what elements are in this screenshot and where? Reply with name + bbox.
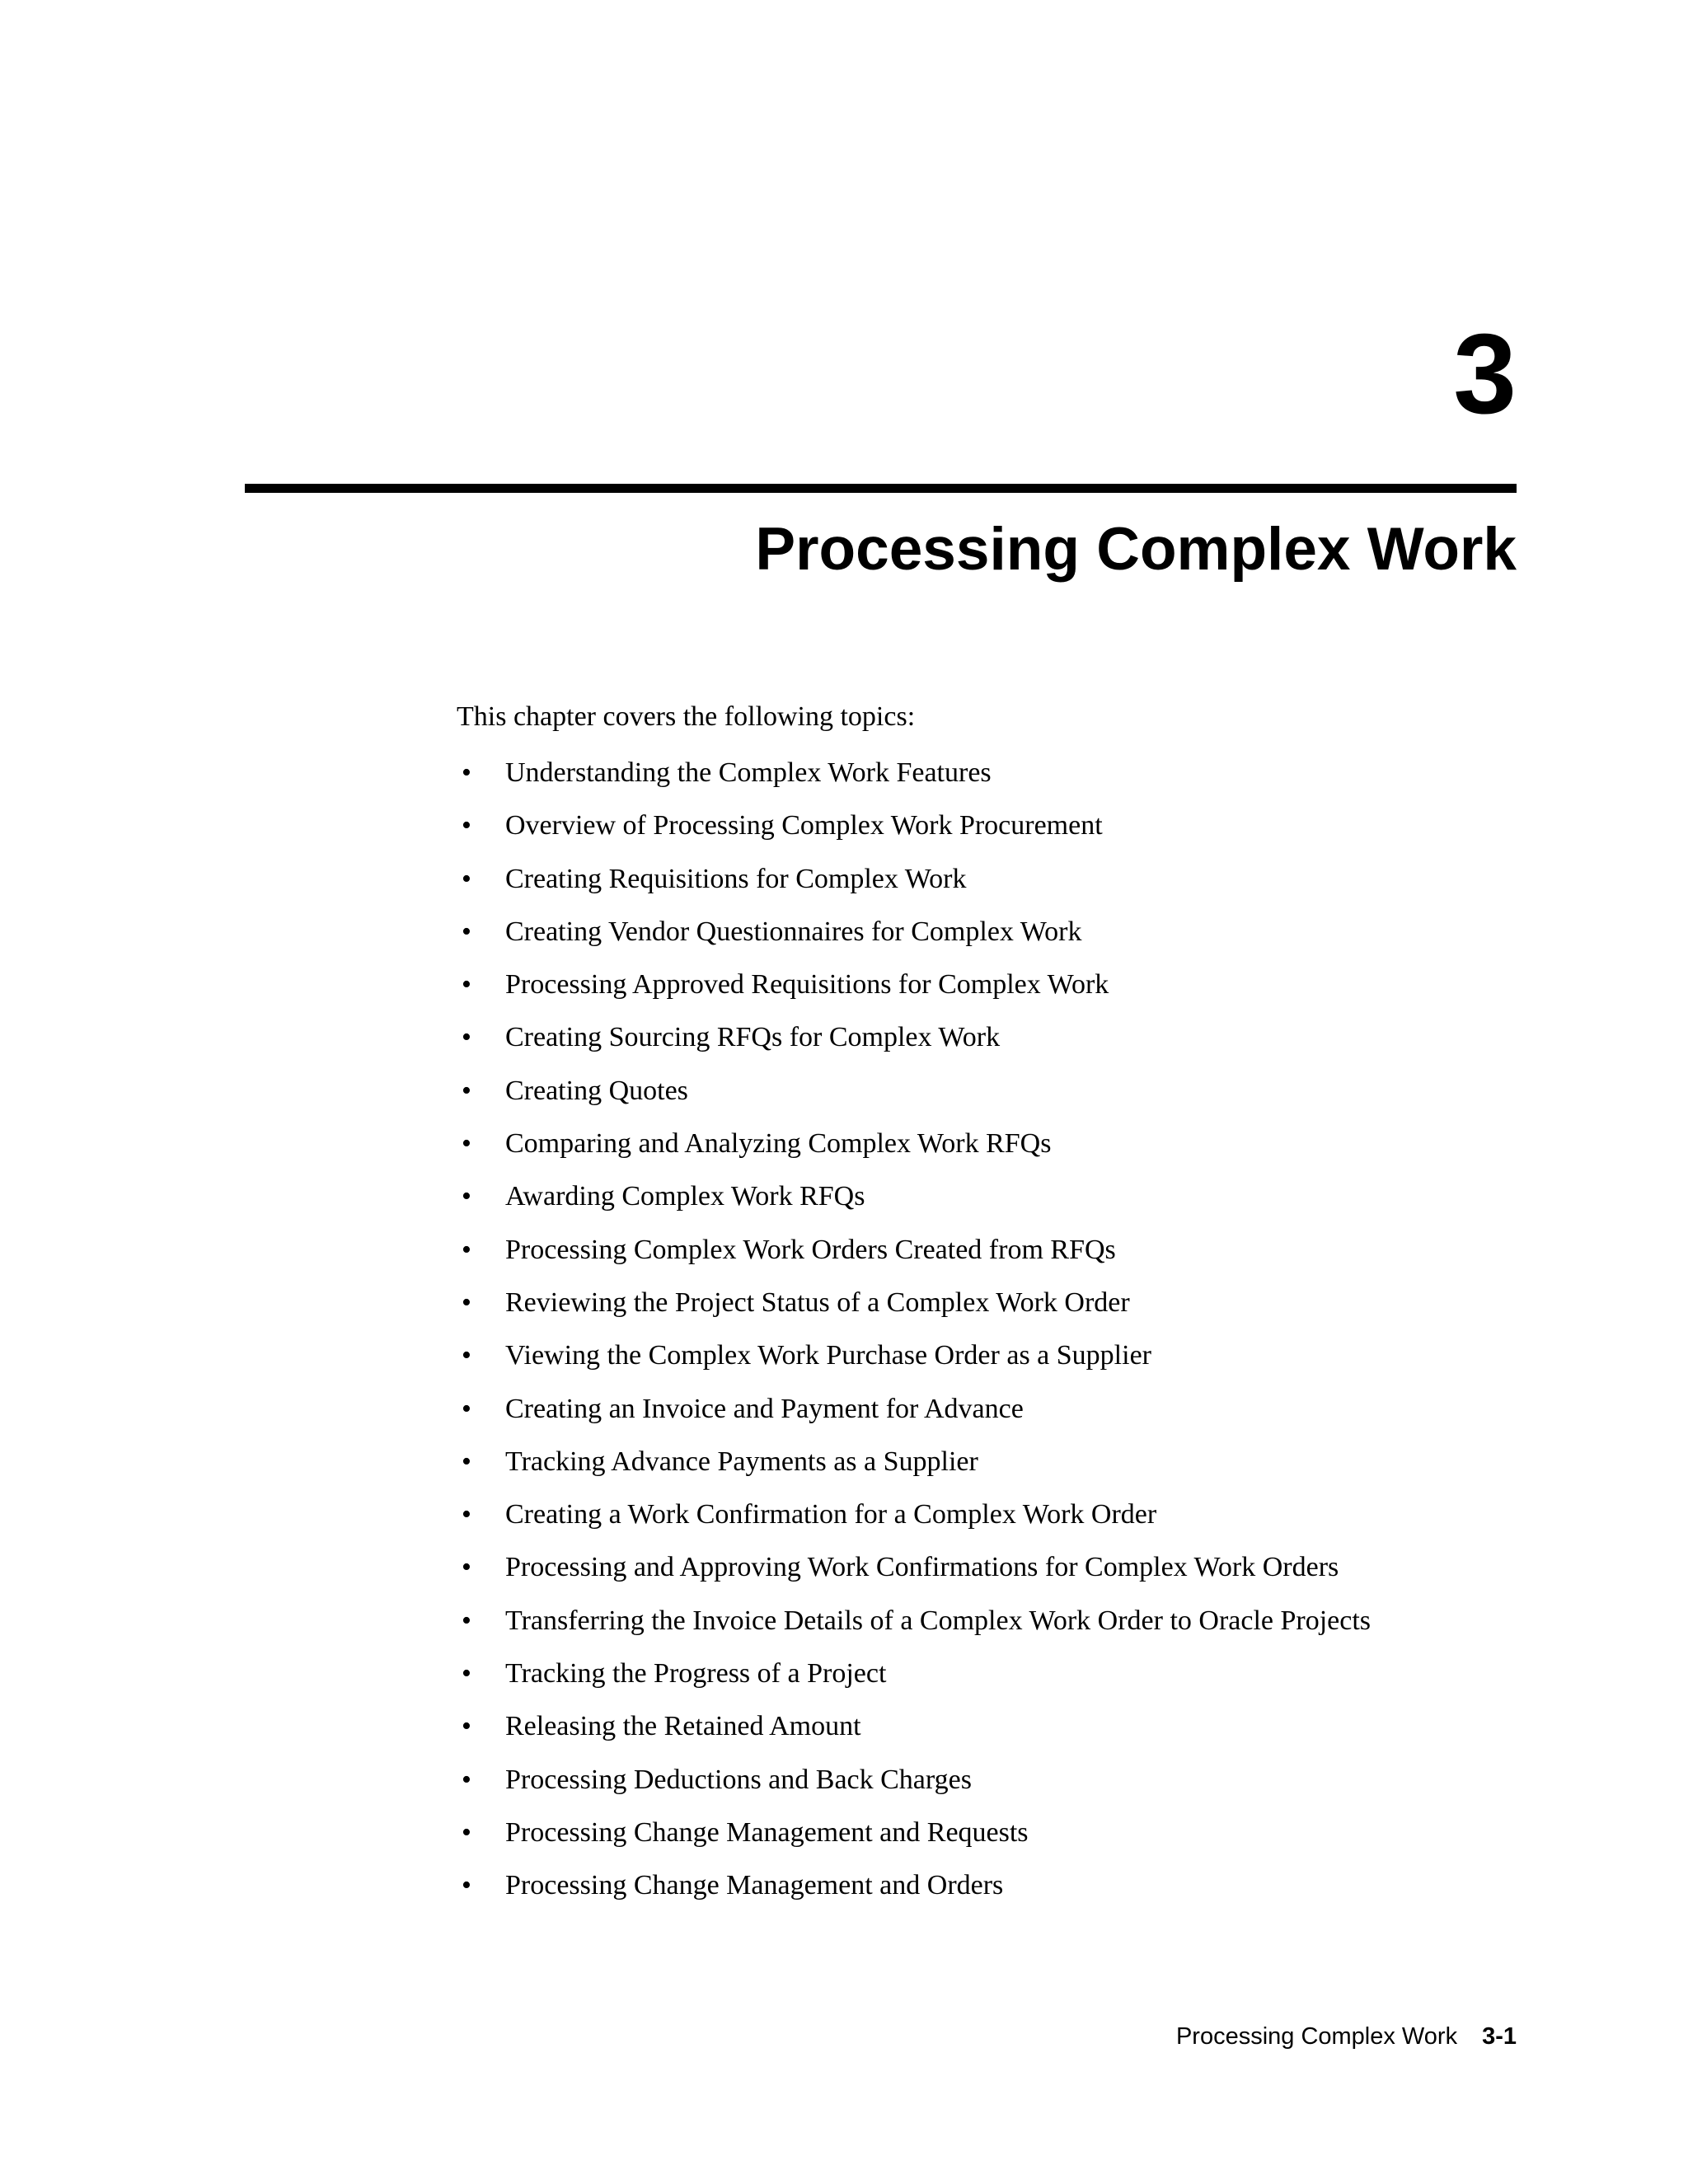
bullet-icon: • [462,1499,471,1530]
topic-item[interactable] [457,910,1371,963]
bullet-icon: • [462,916,471,947]
page-number: 3-1 [1482,2023,1517,2050]
bullet-icon: • [462,969,471,1001]
topic-item[interactable] [457,1545,1371,1598]
topic-label: Processing Change Management and Requests [505,1816,1029,1848]
chapter-number: 3 [1453,311,1517,438]
topic-label: Creating Quotes [505,1075,688,1106]
topic-item[interactable] [457,1599,1371,1652]
topic-item[interactable] [457,804,1371,856]
topic-label: Creating Vendor Questionnaires for Complex Work [505,916,1082,947]
chapter-title: Processing Complex Work [755,516,1517,583]
topic-item[interactable] [457,1493,1371,1545]
topic-label: Comparing and Analyzing Complex Work RFQs [505,1128,1052,1160]
chapter-divider [245,484,1517,493]
bullet-icon: • [462,1234,471,1265]
topic-item[interactable] [457,1440,1371,1493]
topic-label: Processing Deductions and Back Charges [505,1764,972,1795]
topic-label: Processing Change Management and Orders [505,1870,1004,1901]
topic-label: Processing and Approving Work Confirmations for Complex Work Orders [505,1552,1339,1583]
topic-item[interactable] [457,1015,1371,1068]
bullet-icon: • [462,1181,471,1212]
bullet-icon: • [462,1764,471,1795]
topic-item[interactable] [457,1122,1371,1174]
bullet-icon: • [462,863,471,894]
topic-label: Tracking Advance Payments as a Supplier [505,1446,978,1477]
topic-label: Creating Requisitions for Complex Work [505,863,967,894]
topic-item[interactable] [457,1228,1371,1281]
topic-item[interactable] [457,1387,1371,1440]
topic-label: Transferring the Invoice Details of a Complex Work Order to Oracle Projects [505,1605,1372,1636]
topic-label: Overview of Processing Complex Work Procurement [505,810,1103,841]
topic-label: Reviewing the Project Status of a Complex Work Order [505,1286,1130,1318]
bullet-icon: • [462,1022,471,1053]
topic-label: Tracking the Progress of a Project [505,1658,887,1690]
topic-label: Processing Approved Requisitions for Complex Work [505,969,1109,1001]
topic-item[interactable] [457,1069,1371,1122]
topic-item[interactable] [457,1811,1371,1863]
bullet-icon: • [462,1393,471,1424]
topic-item[interactable] [457,1333,1371,1386]
topic-item[interactable] [457,1758,1371,1811]
topic-item[interactable] [457,751,1371,804]
bullet-icon: • [462,1711,471,1742]
bullet-icon: • [462,1446,471,1477]
bullet-icon: • [462,1340,471,1371]
footer-title: Processing Complex Work [1175,2023,1458,2050]
bullet-icon: • [462,1605,471,1636]
topic-item[interactable] [457,857,1371,910]
topic-label: Creating an Invoice and Payment for Advance [505,1393,1024,1424]
intro-text: This chapter covers the following topics: [457,701,916,732]
bullet-icon: • [462,1816,471,1848]
topic-item[interactable] [457,1281,1371,1333]
topic-label: Understanding the Complex Work Features [505,757,992,788]
bullet-icon: • [462,1658,471,1690]
topic-item[interactable] [457,1652,1371,1704]
bullet-icon: • [462,1128,471,1160]
topic-list [457,751,1371,1917]
bullet-icon: • [462,1552,471,1583]
topic-label: Creating Sourcing RFQs for Complex Work [505,1022,1001,1053]
bullet-icon: • [462,1075,471,1106]
topic-label: Viewing the Complex Work Purchase Order as a Supplier [505,1340,1151,1371]
topic-label: Awarding Complex Work RFQs [505,1181,865,1212]
topic-item[interactable] [457,1174,1371,1227]
topic-item[interactable] [457,1863,1371,1916]
topic-item[interactable] [457,1704,1371,1757]
page-footer [1176,2022,1517,2051]
bullet-icon: • [462,810,471,841]
topic-item[interactable] [457,963,1371,1015]
topic-label: Releasing the Retained Amount [505,1711,861,1742]
topic-label: Processing Complex Work Orders Created from RFQs [505,1234,1116,1265]
bullet-icon: • [462,1286,471,1318]
topic-label: Creating a Work Confirmation for a Complex Work Order [505,1499,1157,1530]
bullet-icon: • [462,757,471,788]
bullet-icon: • [462,1870,471,1901]
